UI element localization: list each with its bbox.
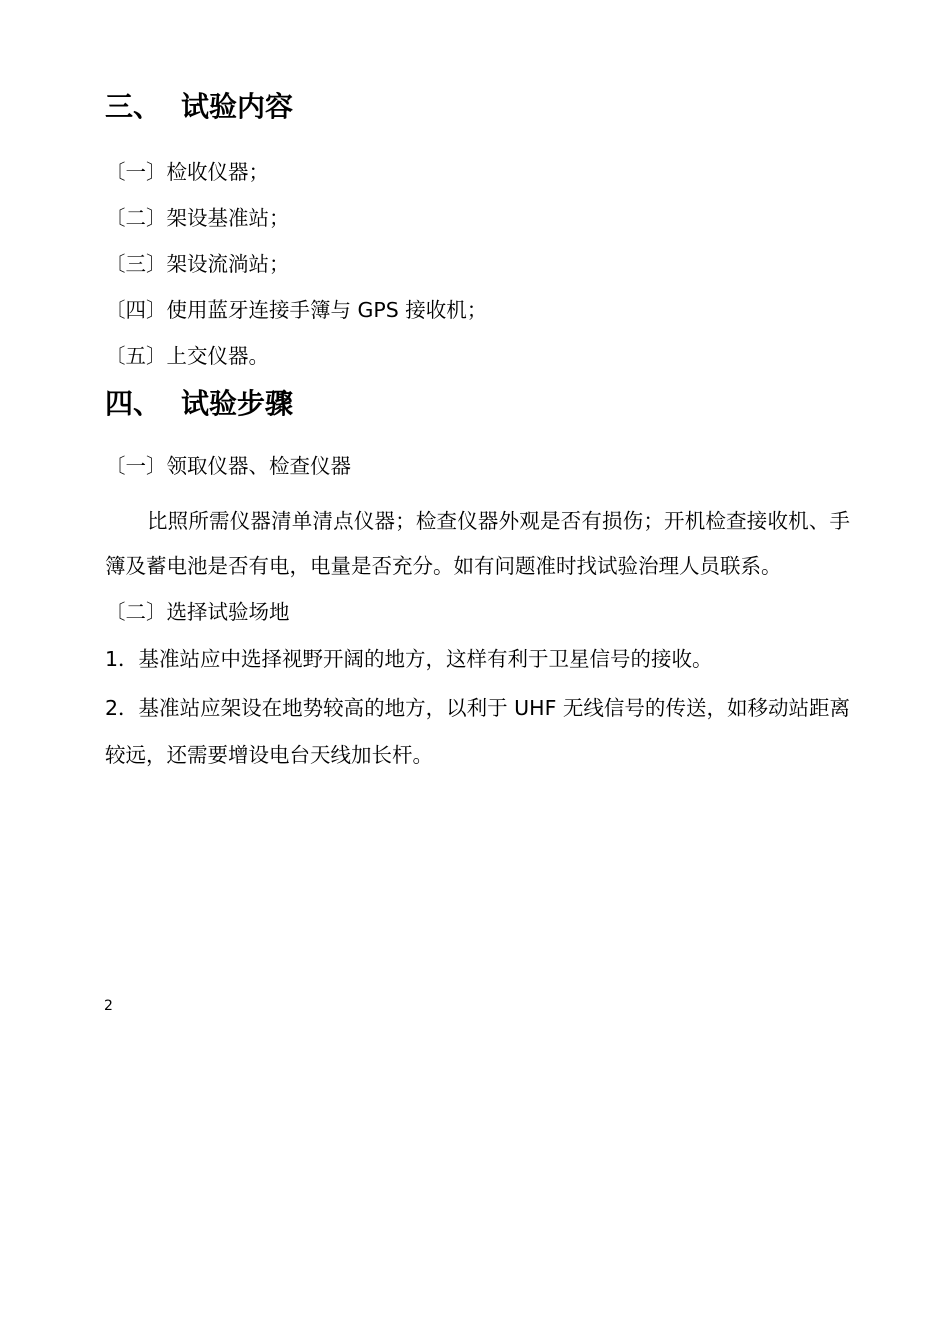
section-4-heading [105,387,294,420]
section-3-title: 试验内容 [181,90,294,123]
content-item-1: 〔一〕检收仪器； [105,160,269,184]
content-item-5: 〔五〕上交仪器。 [105,344,269,368]
content-item-4: 〔四〕使用蓝牙连接手簿与 GPS 接收机； [105,298,488,322]
section-3-number: 三、 [105,90,162,123]
step-2-point-1: 1．基准站应中选择视野开阔的地方，这样有利于卫星信号的接收。 [105,647,713,671]
step-2-point-2: 2．基准站应架设在地势较高的地方，以利于 UHF 无线信号的传送，如移动站距离较远，还需要增设电台天线加长杆。 [105,696,850,767]
content-item-2: 〔二〕架设基准站； [105,206,290,230]
step-1-paragraph: 比照所需仪器清单清点仪器；检查仪器外观是否有损伤；开机检查接收机、手簿及蓄电池是否有电，电量是否充分。如有问题准时找试验治理人员联系。 [105,509,850,578]
step-2-heading: 〔二〕选择试验场地 [105,600,290,624]
page-number: 2 [104,998,113,1014]
section-4-number: 四、 [105,387,162,420]
section-4-title: 试验步骤 [181,387,294,420]
content-item-3: 〔三〕架设流淌站； [105,252,290,276]
section-3-heading [105,90,294,123]
step-1-heading: 〔一〕领取仪器、检查仪器 [105,454,351,478]
